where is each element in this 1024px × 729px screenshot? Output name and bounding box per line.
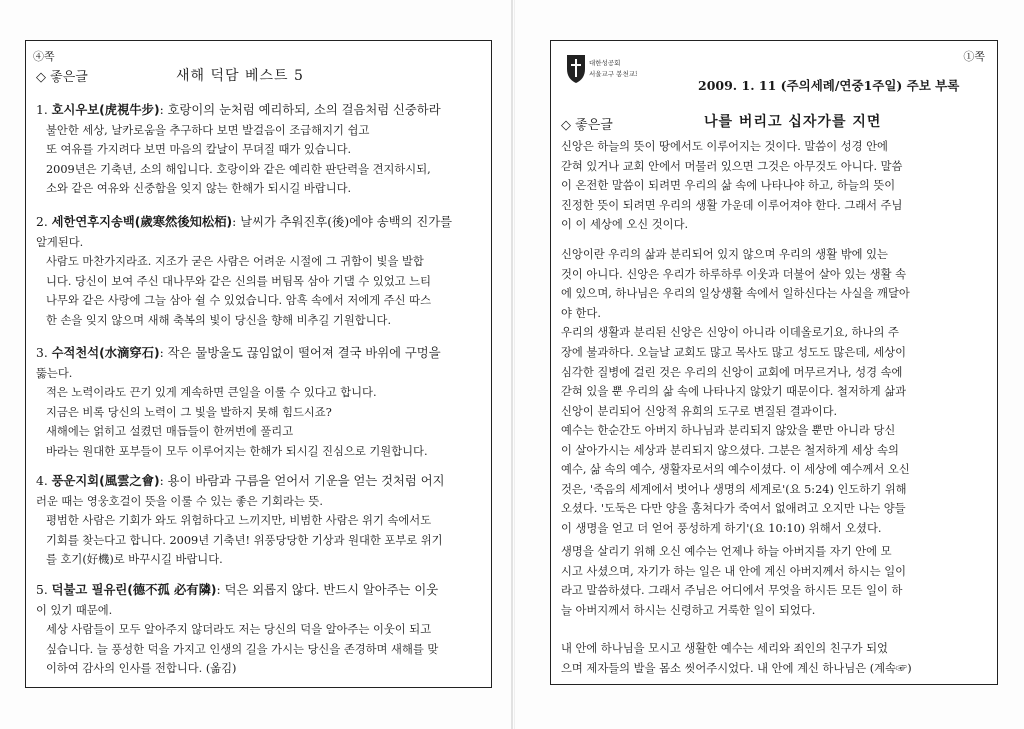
paragraph-line: 신앙이 분리되어 신앙적 유희의 도구로 변질된 결과이다. [561,404,838,418]
item-text-line: 이 있기 때문에. [36,603,113,617]
item-text-line: 불안한 세상, 날카로움을 추구하다 보면 발걸음이 조급해지기 쉽고 [46,123,370,137]
page-fold [511,0,513,729]
paragraph-line: 으며 제자들의 발을 몸소 씻어주시었다. 내 안에 계신 하나님은 (계속☞) [561,661,912,675]
item-heading [36,344,483,364]
item-meaning: : 덕은 외롭지 않다. 반드시 알아주는 이웃 [216,583,439,597]
paragraph-line: 이 살아가시는 세상과 분리되지 않으셨다. 그분은 철저하게 세상 속의 [561,443,899,457]
paragraph [561,137,991,235]
paragraph-line: 내 안에 하나님을 모시고 생활한 예수는 세리와 죄인의 친구가 되었 [561,642,888,655]
item-text-line: 나무와 같은 사랑에 그늘 삼아 쉴 수 있었습니다. 암흑 속에서 저에게 주신 따스 [46,294,431,307]
item-text-line: 사람도 마찬가지라죠. 지조가 굳은 사람은 어려운 시절에 그 귀함이 빛을 발합 [46,255,424,268]
item-text-line: 지금은 비록 당신의 노력이 그 빛을 발하지 못해 힘드시죠? [46,405,332,419]
paragraph-line: 우리의 생활과 분리된 신앙은 신앙이 아니라 이데올로기요, 하나의 주 [561,326,899,340]
item-number: 5. [36,583,52,597]
paragraph-line: 장에 불과하다. 오늘날 교회도 많고 목사도 많고 성도도 많은데, 세상이 [561,345,907,359]
paragraph-line: 진정한 뜻이 되려면 우리의 생활 가운데 이루어져야 한다. 그래서 주님 [561,198,903,212]
item-text-line: 세상 사람들이 모두 알아주지 않더라도 저는 당신의 덕을 알아주는 이웃이 되고 [46,623,432,636]
right-page [550,40,998,685]
paragraph-line: 신앙이란 우리의 삶과 분리되어 있지 않으며 우리의 생활 밖에 있는 [561,248,888,261]
item-number: 3. [36,346,52,360]
item-proverb: 호시우보(虎視牛步) [51,103,160,117]
article-title: 나를 버리고 십자가를 지면 [704,114,882,130]
item-text-line: 평범한 사람은 기회가 와도 위험하다고 느끼지만, 비범한 사람은 위기 속에서도 [46,514,432,527]
paragraph-line: 야 한다. [561,306,601,320]
page-fold-shadow [514,0,515,729]
item-number: 1. [36,103,52,117]
item-text-line: 기회를 찾는다고 합니다. 2009년 기축년! 위풍당당한 기상과 원대한 포부로 위기 [46,533,443,547]
section-label: ◇ 좋은글 [36,70,88,85]
item-text-line: 2009년은 기축년, 소의 해입니다. 호랑이와 같은 예리한 판단력을 견지하시되, [46,162,431,176]
item-text-line: 바라는 원대한 포부들이 모두 이루어지는 한해가 되시길 진심으로 기원합니다. [46,444,428,458]
item-text-line: 소와 같은 여유와 신중함을 잊지 않는 한해가 되시길 바랍니다. [46,182,352,195]
item-proverb: 풍운지회(風雲之會) [51,474,160,488]
item-number: 2. [36,215,52,229]
item-text-line: 한 손을 잊지 않으며 새해 축복의 빛이 당신을 향해 비추길 기원합니다. [46,313,392,327]
item-heading [36,101,483,121]
paragraph-line: 라고 말씀하셨다. 그래서 주님은 어디에서 무엇을 하시든 모든 일이 하 [561,584,903,598]
paragraph-line: 오셨다. '도둑은 다만 양을 훔쳐다가 죽여서 없애려고 오지만 나는 양들 [561,502,906,516]
paragraph-line: 심각한 질병에 걸린 것은 우리의 신앙이 교회에 머무르거나, 성경 속에 [561,365,903,379]
item-text-line: 새해에는 얽히고 설켰던 매듭들이 한꺼번에 풀리고 [46,425,294,438]
logo-line-1: 대한성공회 [589,59,621,67]
logo-line-2: 서울교구 봉천교회 [589,70,637,78]
item-text-line: 알게된다. [36,235,84,249]
paragraph-line: 이 온전한 말씀이 되려면 우리의 삶 속에 나타나야 하고, 하늘의 뜻이 [561,179,896,193]
item-proverb: 수적천석(水滴穿石) [51,346,160,360]
item-meaning: : 용이 바람과 구름을 얻어서 기운을 얻는 것처럼 어지 [159,474,445,488]
item-text-line: 적은 노력이라도 끈기 있게 계속하면 큰일을 이룰 수 있다고 합니다. [46,386,377,399]
item-text-line: 뚫는다. [36,366,73,380]
bulletin-header: 2009. 1. 11 (주의세례/연중1주일) 주보 부록 [698,78,960,93]
paragraph-line: 이 생명을 얻고 더 얻어 풍성하게 하기'(요 10:10) 위해서 오셨다. [561,521,882,535]
page-number: ①쪽 [963,50,985,63]
item-text-line: 를 호기(好機)로 바꾸시길 바랍니다. [46,553,223,566]
item-meaning: : 작은 물방울도 끊임없이 떨어져 결국 바위에 구멍을 [159,346,441,360]
list-item [36,472,483,570]
paragraph [561,421,991,539]
paragraph-line: 것은, '죽음의 세계에서 벗어나 생명의 세계로'(요 5:24) 인도하기 위해 [561,482,907,496]
paragraph-line: 예수는 한순간도 아버지 하나님과 분리되지 않았을 뿐만 아니라 당신 [561,424,896,437]
paragraph-line: 신앙은 하늘의 뜻이 땅에서도 이루어지는 것이다. 말씀이 성경 안에 [561,140,888,153]
paragraph-line: 이 이 세상에 오신 것이다. [561,218,689,232]
item-number: 4. [36,474,52,488]
paragraph [561,245,991,421]
item-text-line: 러운 때는 영웅호걸이 뜻을 이룰 수 있는 좋은 기회라는 뜻. [36,494,323,508]
item-heading [36,581,483,601]
list-item [36,101,483,199]
paragraph-line: 늘 아버지께서 하시는 신령하고 거룩한 일이 되었다. [561,603,816,617]
item-heading [36,213,483,233]
paragraph-line: 에 있으며, 하나님은 우리의 일상생활 속에서 일하신다는 사실을 깨달아 [561,287,910,301]
church-logo [563,51,637,85]
paragraph [561,639,991,678]
item-heading [36,472,483,492]
list-item [36,581,483,679]
item-proverb: 세한연후지송백(歲寒然後知松栢) [51,215,233,229]
list-item [36,344,483,461]
church-emblem-icon [563,51,637,85]
section-label: ◇ 좋은글 [561,118,613,133]
item-text-line: 싶습니다. 늘 풍성한 덕을 가지고 인생의 길을 가시는 당신을 존경하며 새해를 맞 [46,642,439,656]
item-text-line: 니다. 당신이 보여 주신 대나무와 같은 신의를 버팀목 삼아 기댈 수 있었고 느티 [46,274,431,288]
paragraph-line: 생명을 살리기 위해 오신 예수는 언제나 하늘 아버지를 자기 안에 모 [561,545,892,558]
paragraph-line: 갇혀 있을 뿐 우리의 삶 속에 나타나지 않았기 때문이다. 철저하게 삶과 [561,385,907,399]
paragraph-line: 예수, 삶 속의 예수, 생활자로서의 예수이셨다. 이 세상에 예수께서 오신 [561,463,910,477]
item-text-line: 또 여유를 가지려다 보면 마음의 칼날이 무뎌질 때가 있습니다. [46,143,352,156]
item-meaning: : 호랑이의 눈처럼 예리하되, 소의 걸음처럼 신중하라 [159,103,441,117]
page-number: ④쪽 [33,50,55,63]
item-proverb: 덕불고 필유린(德不孤 必有隣) [51,583,217,597]
paragraph-line: 시고 사셨으며, 자기가 하는 일은 내 안에 계신 아버지께서 하시는 일이 [561,564,907,578]
item-text-line: 이하여 감사의 인사를 전합니다. (옮김) [46,662,237,675]
paragraph-line: 것이 아니다. 신앙은 우리가 하루하루 이웃과 더불어 살아 있는 생활 속 [561,267,907,281]
paragraph [561,542,991,620]
item-meaning: : 날씨가 추워진후(後)에야 송백의 진가를 [232,215,452,229]
paragraph-line: 갇혀 있거나 교회 안에서 머물러 있으면 그것은 아무것도 아니다. 말씀 [561,159,903,173]
article-title: 새해 덕담 베스트 5 [176,68,304,84]
list-item [36,213,483,330]
left-page [25,40,492,688]
